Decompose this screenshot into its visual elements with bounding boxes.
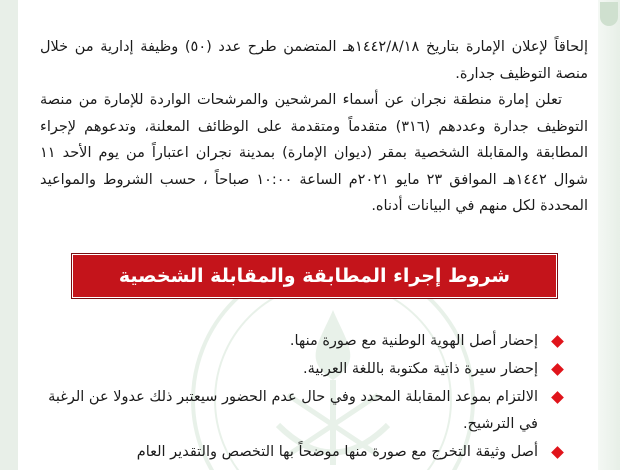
condition-text: إحضار سيرة ذاتية مكتوبة باللغة العربية. (303, 361, 538, 377)
red-diamond-icon (551, 391, 564, 404)
corner-ornament-icon (600, 2, 618, 26)
red-diamond-icon (551, 335, 564, 348)
announcement-sheet (18, 0, 598, 470)
condition-text: أصل وثيقة التخرج مع صورة منها موضحاً بها التخصص والتقدير العام (136, 444, 538, 460)
red-diamond-icon (551, 363, 564, 376)
section-title: شروط إجراء المطابقة والمقابلة الشخصية (118, 265, 511, 287)
left-margin (0, 0, 18, 470)
condition-text: الالتزام بموعد المقابلة المحدد وفي حال عدم الحضور سيعتبر ذلك عدولا عن الرغبة في الترشيح. (48, 389, 538, 432)
conditions-list (40, 328, 564, 466)
announcement-text (40, 34, 588, 220)
condition-text: إحضار أصل الهوية الوطنية مع صورة منها. (289, 333, 538, 349)
list-item (40, 328, 564, 355)
right-margin (598, 0, 620, 470)
intro-paragraph: إلحاقاً لإعلان الإمارة بتاريخ ١٤٤٢/٨/١٨هـ المتضمن طرح عدد (٥٠) وظيفة إدارية من خلال منصة التوظيف جدارة. (40, 39, 589, 82)
list-item (40, 384, 564, 438)
list-item (40, 439, 564, 466)
list-item (40, 356, 564, 383)
details-paragraph: تعلن إمارة منطقة نجران عن أسماء المرشحين والمرشحات الواردة للإمارة من منصة التوظيف جدارة وعددهم (٣١٦) متقدماً ومتقدمة على الوظائف المعلنة، وتدعوهم لإجراء المطابقة والمقابلة الشخصية بمقر (ديوان الإمارة) بمدينة نجران اعتباراً من يوم الأحد ١١ شوال ١٤٤٢هـ الموافق ٢٣ مايو ٢٠٢١م الساعة ١٠:٠٠ صباحاً ، حسب الشروط والمواعيد المحددة لكل منهم في البيانات أدناه. (40, 92, 588, 214)
red-diamond-icon (551, 446, 564, 459)
section-banner (73, 255, 556, 297)
